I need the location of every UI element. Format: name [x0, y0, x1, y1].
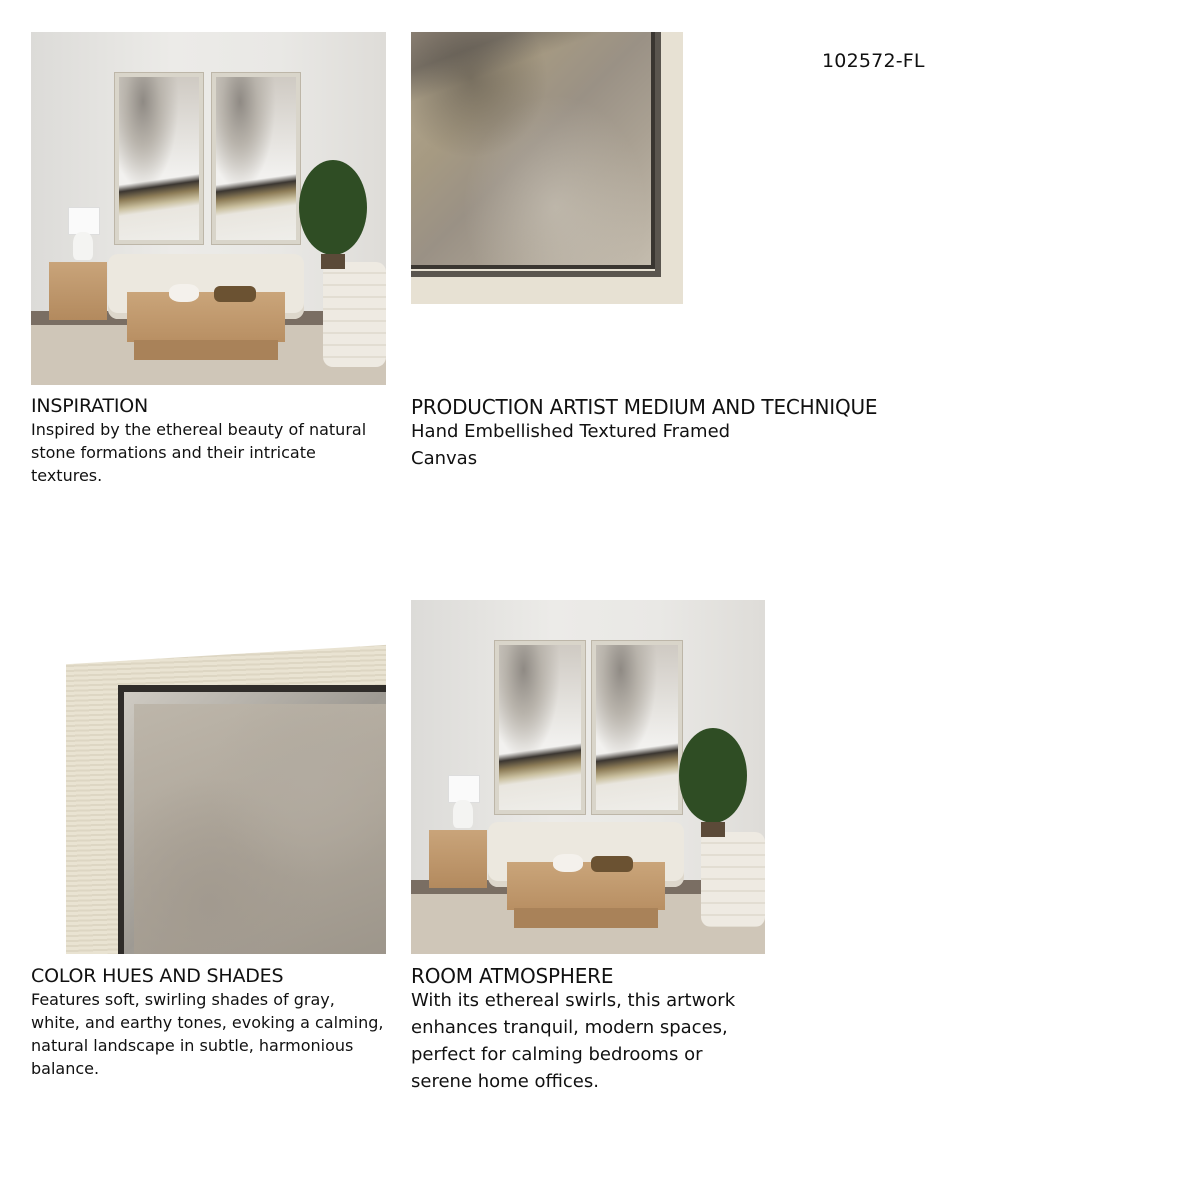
- room-atmosphere-image: [411, 600, 765, 954]
- color-text: Features soft, swirling shades of gray, white, and earthy tones, evoking a calming, natural landscape in subtle, harmonious balance.: [31, 990, 384, 1078]
- room-text: With its ethereal swirls, this artwork enhances tranquil, modern spaces, perfect for calming bedrooms or serene home offices.: [411, 990, 736, 1092]
- artwork-detail-image: [411, 32, 683, 304]
- production-text-line2: Canvas: [411, 448, 478, 469]
- product-sku: 102572-FL: [822, 50, 925, 72]
- production-title: PRODUCTION ARTIST MEDIUM AND TECHNIQUE: [411, 395, 878, 419]
- production-text-line1: Hand Embellished Textured Framed: [411, 421, 731, 442]
- inspiration-text: Inspired by the ethereal beauty of natural stone formations and their intricate textures.: [31, 420, 367, 485]
- room-title: ROOM ATMOSPHERE: [411, 964, 614, 988]
- room-scene-image: [31, 32, 386, 385]
- color-title: COLOR HUES AND SHADES: [31, 965, 284, 987]
- inspiration-title: INSPIRATION: [31, 395, 149, 417]
- frame-profile-image: [66, 632, 386, 954]
